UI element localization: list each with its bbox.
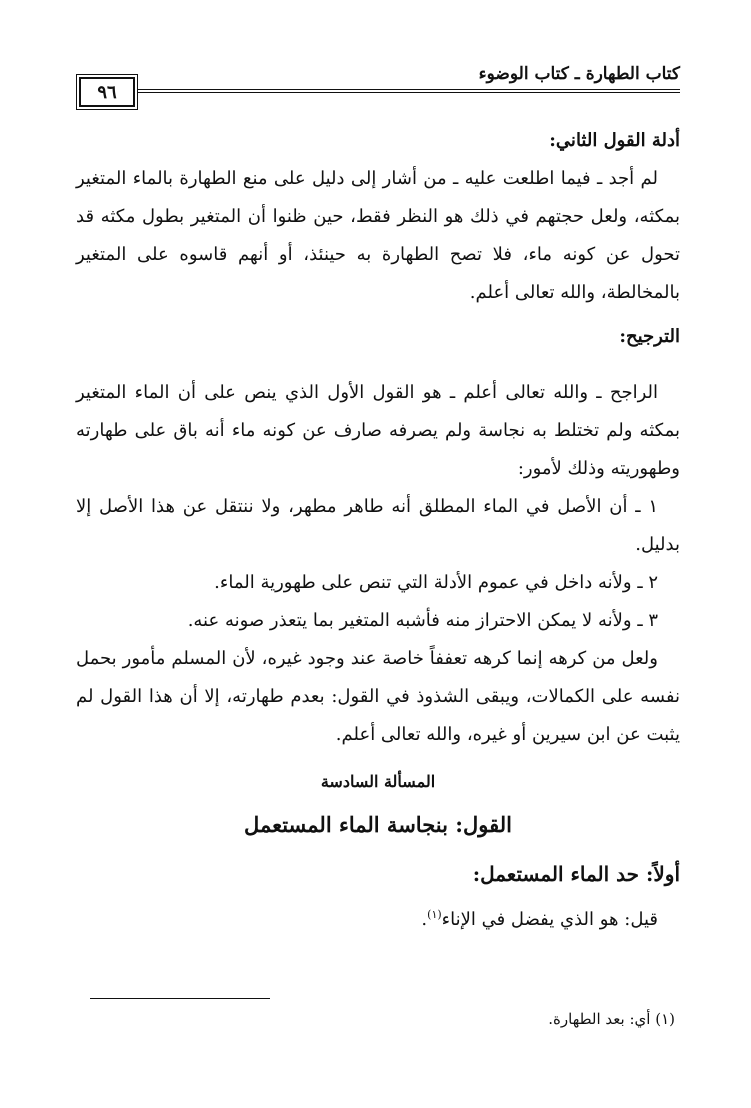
running-title: كتاب الطهارة ـ كتاب الوضوء	[478, 64, 680, 84]
heading-second-view-evidence: أدلة القول الثاني:	[549, 130, 680, 151]
page-number-frame	[76, 74, 138, 110]
section-heading-definition: أولاً: حد الماء المستعمل:	[472, 862, 680, 886]
page-number: ٩٦	[79, 77, 135, 107]
view-title: القول: بنجاسة الماء المستعمل	[244, 812, 512, 837]
footnote: (١) أي: بعد الطهارة.	[548, 1010, 675, 1028]
issue-title: المسألة السادسة	[320, 772, 436, 791]
paragraph-second-view: لم أجد ـ فيما اطلعت عليه ـ من أشار إلى دليل على منع الطهارة بالماء المتغير بمكثه، ولعل حجتهم في ذلك هو النظر فقط، حين ظنوا أن المتغير بطول مكثه قد تحول عن كونه ماء، فلا تصح الطهارة به حينئذ، أو أنهم قاسوه على المتغير بالمخالطة، والله تعالى أعلم.	[76, 168, 680, 303]
paragraph-tarjih: الراجح ـ والله تعالى أعلم ـ هو القول الأول الذي ينص على أن الماء المتغير بمكثه ولم تختلط به نجاسة ولم يصرفه صارف عن كونه ماء أنه باق على طهارته وطهوريته وذلك لأمور:	[76, 382, 680, 479]
footnote-separator	[90, 998, 270, 999]
heading-tarjih: الترجيح:	[619, 326, 680, 347]
paragraph-conclusion: ولعل من كرهه إنما كرهه تعففاً خاصة عند وجود غيره، لأن المسلم مأمور بحمل نفسه على الكمالات، ويبقى الشذوذ في القول: بعدم طهارته، إلا أن هذا القول لم يثبت عن ابن سيرين أو غيره، والله تعالى أعلم.	[76, 648, 680, 745]
header-rule	[76, 89, 680, 90]
running-header	[76, 58, 680, 108]
definition-paragraph	[76, 896, 680, 939]
list-item-3: ٣ ـ ولأنه لا يمكن الاحتراز منه فأشبه المتغير بما يتعذر صونه عنه.	[187, 610, 658, 631]
footnote-ref[interactable]: (١)	[427, 908, 442, 921]
definition-text: قيل: هو الذي يفضل في الإناء	[441, 909, 658, 930]
main-text	[76, 122, 680, 939]
list-item-1: ١ ـ أن الأصل في الماء المطلق أنه طاهر مطهر، ولا ننتقل عن هذا الأصل إلا بدليل.	[76, 496, 680, 555]
definition-end: .	[421, 909, 428, 930]
header-rule-double	[76, 92, 680, 93]
list-item-2: ٢ ـ ولأنه داخل في عموم الأدلة التي تنص على طهورية الماء.	[214, 572, 658, 593]
